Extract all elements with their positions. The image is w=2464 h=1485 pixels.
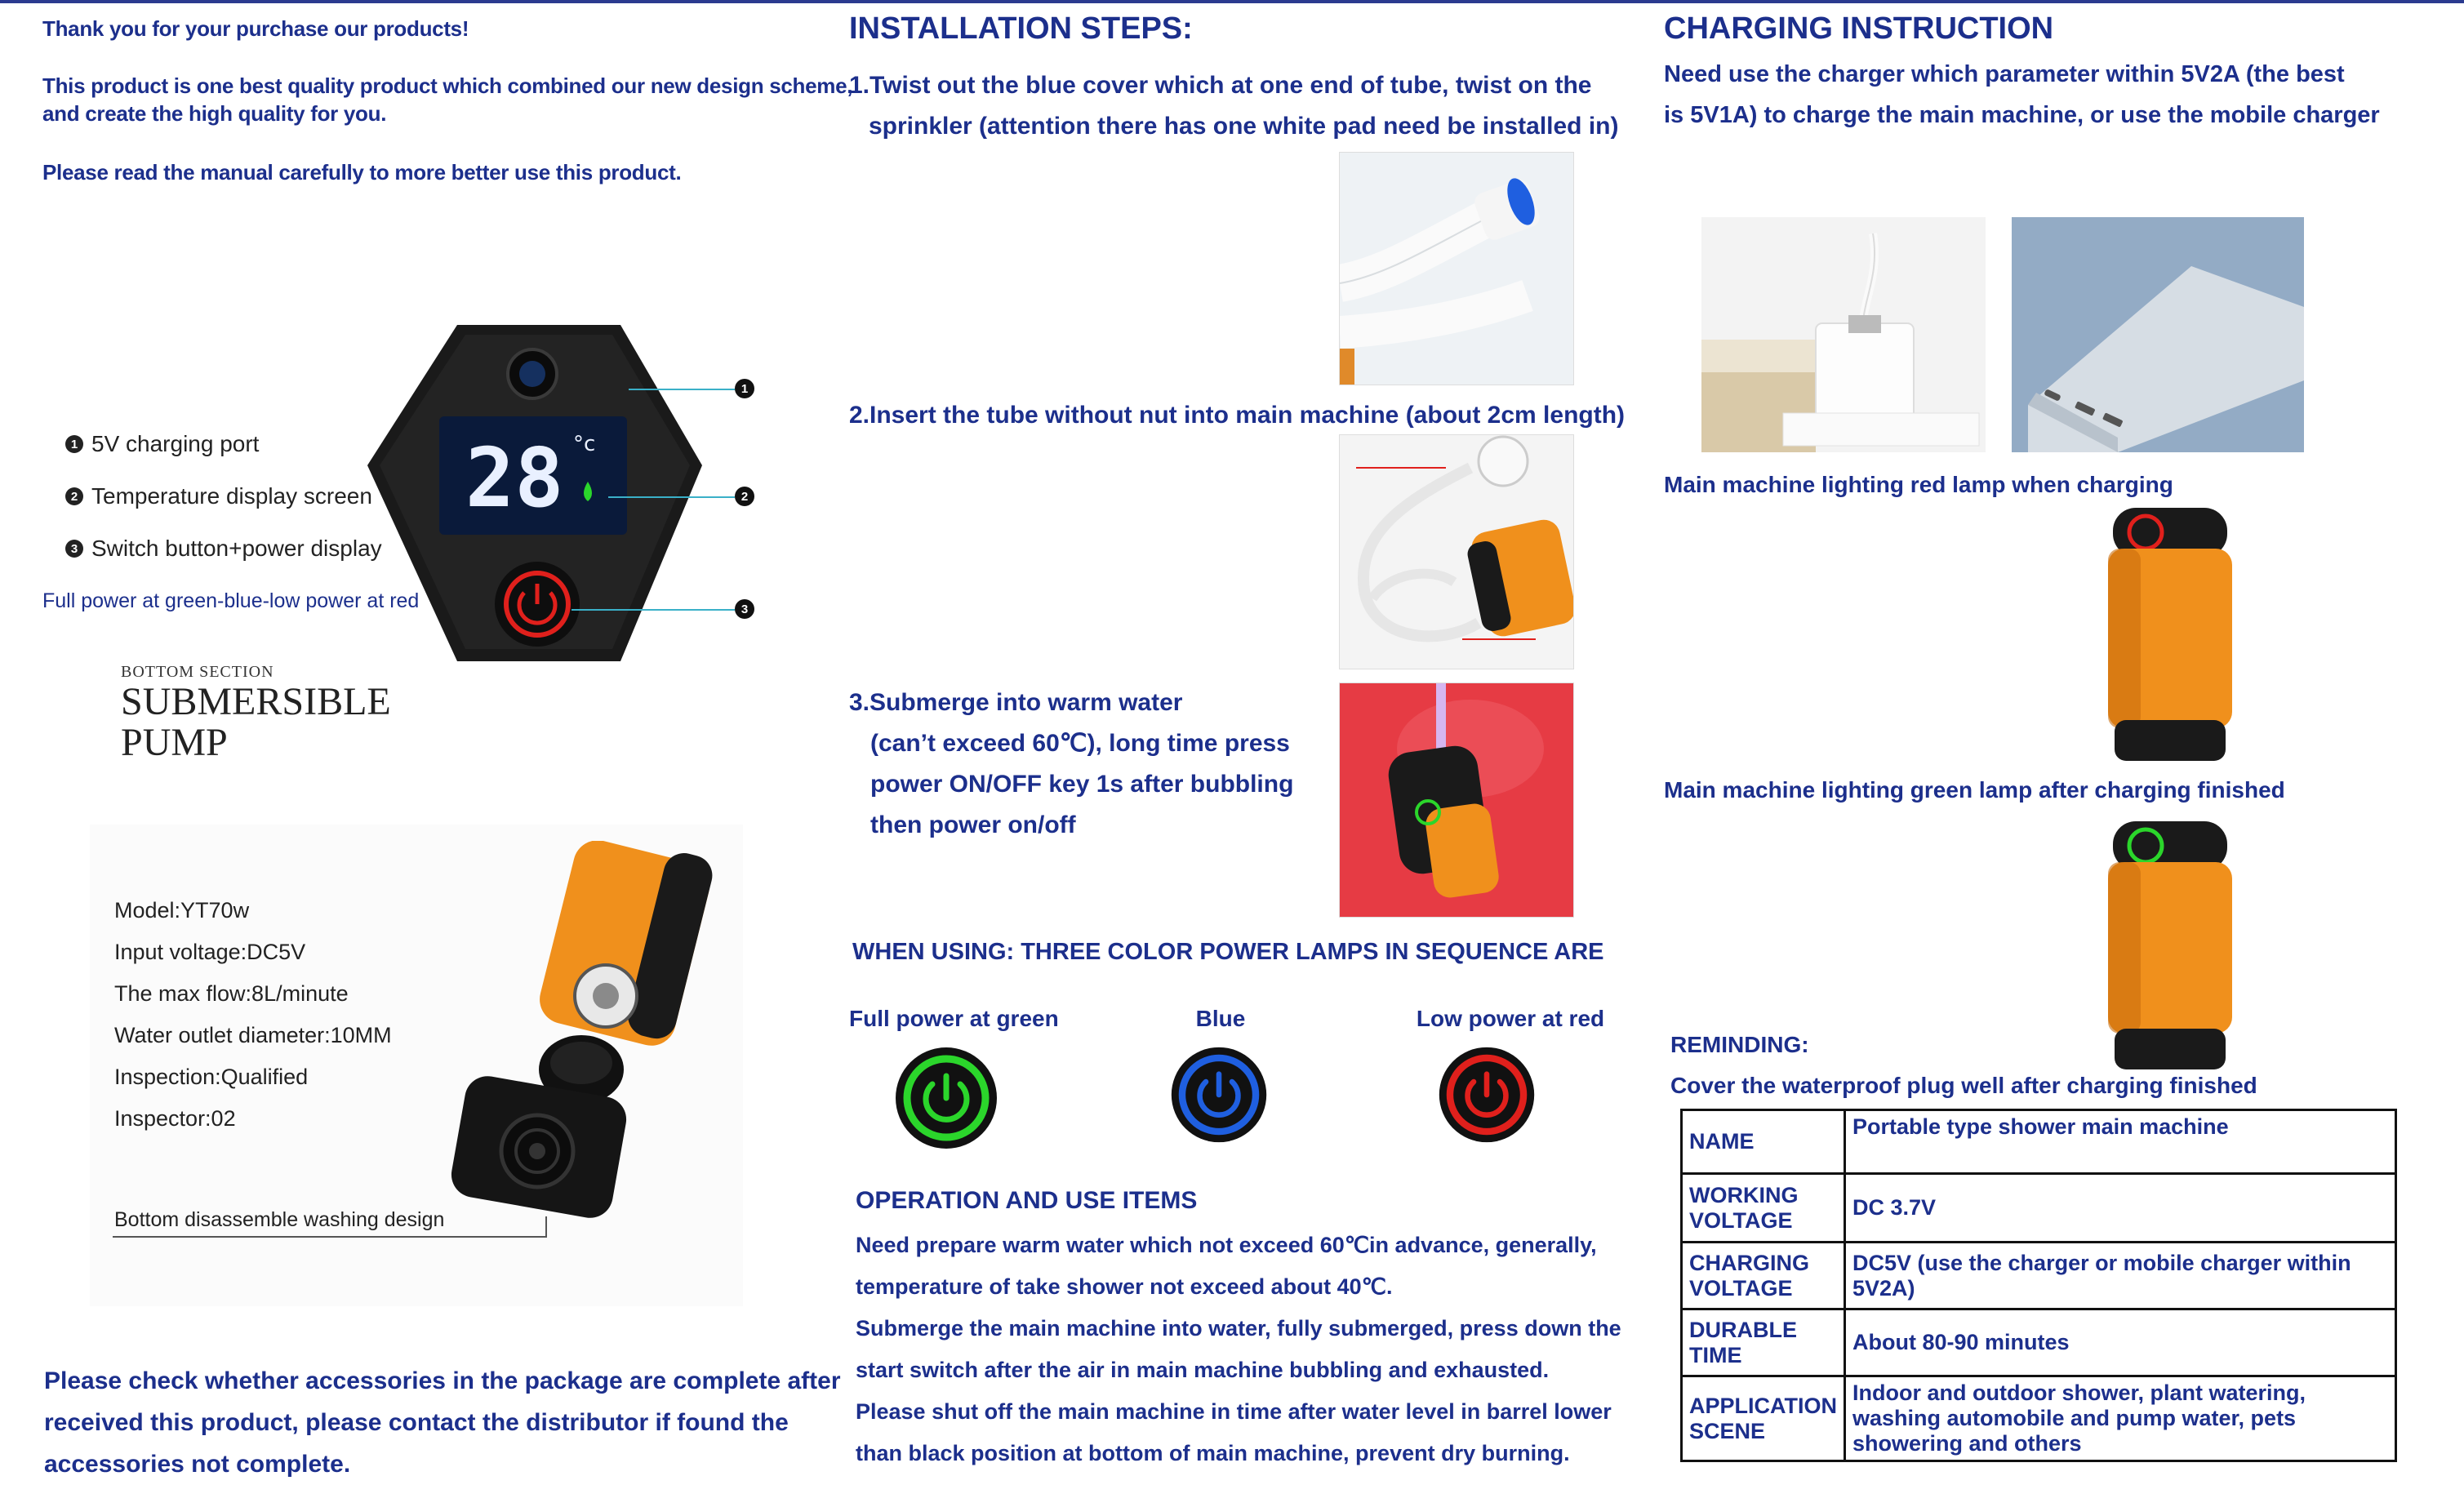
pump-title-line-2: PUMP <box>121 721 228 764</box>
table-row <box>1682 1376 2396 1461</box>
callout-line-2 <box>608 496 735 498</box>
table-value-application-scene: Indoor and outdoor shower, plant watering, washing automobile and pump water, pets showering and others <box>1845 1376 2396 1461</box>
green-lamp-caption: Main machine lighting green lamp after charging finished <box>1664 777 2285 803</box>
legend-item-charging-port <box>65 431 259 457</box>
step-1-line-b: sprinkler (attention there has one white pad need be installed in) <box>869 113 1619 140</box>
accessories-check-note <box>44 1360 841 1485</box>
lamps-heading: WHEN USING: THREE COLOR POWER LAMPS IN SEQUENCE ARE <box>852 939 1604 965</box>
check-line-3: accessories not complete. <box>44 1451 351 1478</box>
step-3-line-c: power ON/OFF key 1s after bubbling <box>870 771 1294 798</box>
charging-heading: CHARGING INSTRUCTION <box>1664 11 2054 46</box>
lamp-label-red: Low power at red <box>1416 1006 1605 1031</box>
spec-inspection: Inspection:Qualified <box>114 1065 309 1089</box>
charging-instruction-text <box>1664 54 2380 136</box>
pump-spec-list <box>114 890 392 1140</box>
washing-caption-tick <box>545 1216 547 1238</box>
operation-text <box>856 1225 1621 1474</box>
legend-label-1: 5V charging port <box>91 431 260 456</box>
table-key-durable-time: DURABLE TIME <box>1682 1309 1845 1376</box>
check-line-2: received this product, please contact the distributor if found the <box>44 1409 789 1436</box>
table-row <box>1682 1243 2396 1309</box>
reminding-text: Cover the waterproof plug well after charging finished <box>1670 1073 2257 1098</box>
intro-line-3: Please read the manual carefully to more better use this product. <box>42 160 682 185</box>
legend-number-1: 1 <box>65 435 83 453</box>
charging-line-1: Need use the charger which parameter within 5V2A (the best <box>1664 61 2345 87</box>
legend-number-3: 3 <box>65 540 83 558</box>
lamp-label-green: Full power at green <box>849 1006 1059 1031</box>
spec-max-flow: The max flow:8L/minute <box>114 981 349 1006</box>
callout-line-1 <box>629 389 735 390</box>
table-row <box>1682 1110 2396 1174</box>
step-3-line-b: (can’t exceed 60℃), long time press <box>870 730 1290 757</box>
operation-line-5: Please shut off the main machine in time after water level in barrel lower <box>856 1399 1612 1424</box>
operation-line-3: Submerge the main machine into water, fully submerged, press down the <box>856 1316 1621 1341</box>
spec-model: Model:YT70w <box>114 898 250 923</box>
washing-caption-underline <box>113 1236 545 1238</box>
lamp-label-blue: Blue <box>1195 1006 1246 1031</box>
table-value-durable-time: About 80-90 minutes <box>1845 1309 2396 1376</box>
reminding-label: REMINDING: <box>1670 1032 1809 1057</box>
operation-line-1: Need prepare warm water which not exceed 60℃in advance, generally, <box>856 1233 1597 1257</box>
charging-line-2: is 5V1A) to charge the main machine, or use the mobile charger <box>1664 102 2380 128</box>
tube-insert-photo <box>1339 434 1574 669</box>
installation-step-3 <box>849 682 1293 846</box>
step-3-line-d: then power on/off <box>870 811 1076 838</box>
pump-title <box>121 682 391 763</box>
legend-item-switch-button <box>65 536 382 562</box>
device-top-view <box>359 318 718 669</box>
temperature-reading: 28 <box>465 430 564 526</box>
intro-line-2b: and create the high quality for you. <box>42 101 387 126</box>
temperature-unit: °c <box>573 432 596 456</box>
submerged-machine-photo <box>1339 682 1574 918</box>
wall-charger-photo <box>1701 217 1986 452</box>
table-key-charging-voltage: CHARGING VOLTAGE <box>1682 1243 1845 1309</box>
table-row <box>1682 1174 2396 1243</box>
legend-label-3: Switch button+power display <box>91 536 382 561</box>
intro-line-2a: This product is one best quality product which combined our new design scheme, <box>42 73 853 98</box>
exploded-pump-image <box>441 841 735 1225</box>
tube-cover-photo <box>1339 152 1574 385</box>
callout-1: 1 <box>735 379 754 398</box>
operation-line-6: than black position at bottom of main machine, prevent dry burning. <box>856 1441 1570 1465</box>
installation-step-1 <box>849 65 1619 147</box>
table-key-name: NAME <box>1682 1110 1845 1174</box>
power-lamp-red-icon <box>1437 1045 1537 1149</box>
spec-outlet-diameter: Water outlet diameter:10MM <box>114 1023 392 1047</box>
table-key-working-voltage: WORKING VOLTAGE <box>1682 1174 1845 1243</box>
power-bank-photo <box>2012 217 2304 452</box>
table-value-working-voltage: DC 3.7V <box>1845 1174 2396 1243</box>
power-color-note: Full power at green-blue-low power at red <box>42 589 420 612</box>
table-row <box>1682 1309 2396 1376</box>
legend-label-2: Temperature display screen <box>91 483 372 509</box>
check-line-1: Please check whether accessories in the package are complete after <box>44 1367 841 1394</box>
step-3-line-a: 3.Submerge into warm water <box>849 689 1183 716</box>
washing-caption: Bottom disassemble washing design <box>114 1208 445 1231</box>
legend-item-display-screen <box>65 483 372 509</box>
spec-inspector: Inspector:02 <box>114 1106 236 1131</box>
spec-input-voltage: Input voltage:DC5V <box>114 940 306 964</box>
power-lamp-blue-icon <box>1169 1045 1269 1149</box>
top-border <box>0 0 2464 3</box>
thank-you-text: Thank you for your purchase our products! <box>42 16 469 41</box>
spec-table <box>1680 1109 2397 1462</box>
table-value-name: Portable type shower main machine <box>1845 1110 2396 1174</box>
legend-number-2: 2 <box>65 487 83 505</box>
machine-red-lamp-image <box>2097 500 2244 773</box>
installation-step-2: 2.Insert the tube without nut into main machine (about 2cm length) <box>849 402 1626 429</box>
step-1-line-a: 1.Twist out the blue cover which at one end of tube, twist on the <box>849 72 1592 99</box>
machine-green-lamp-image <box>2097 815 2244 1080</box>
callout-3: 3 <box>735 599 754 619</box>
red-lamp-caption: Main machine lighting red lamp when charging <box>1664 472 2173 497</box>
operation-line-2: temperature of take shower not exceed about 40℃. <box>856 1274 1393 1299</box>
callout-2: 2 <box>735 487 754 506</box>
pump-title-line-1: SUBMERSIBLE <box>121 680 391 723</box>
operation-heading: OPERATION AND USE ITEMS <box>856 1187 1198 1214</box>
operation-line-4: start switch after the air in main machine bubbling and exhausted. <box>856 1358 1550 1382</box>
table-value-charging-voltage: DC5V (use the charger or mobile charger within 5V2A) <box>1845 1243 2396 1309</box>
table-key-application-scene: APPLICATION SCENE <box>1682 1376 1845 1461</box>
callout-line-3 <box>572 609 735 611</box>
pump-subtitle: BOTTOM SECTION <box>121 663 274 681</box>
installation-heading: INSTALLATION STEPS: <box>849 11 1193 46</box>
power-lamp-green-icon <box>893 1045 999 1155</box>
